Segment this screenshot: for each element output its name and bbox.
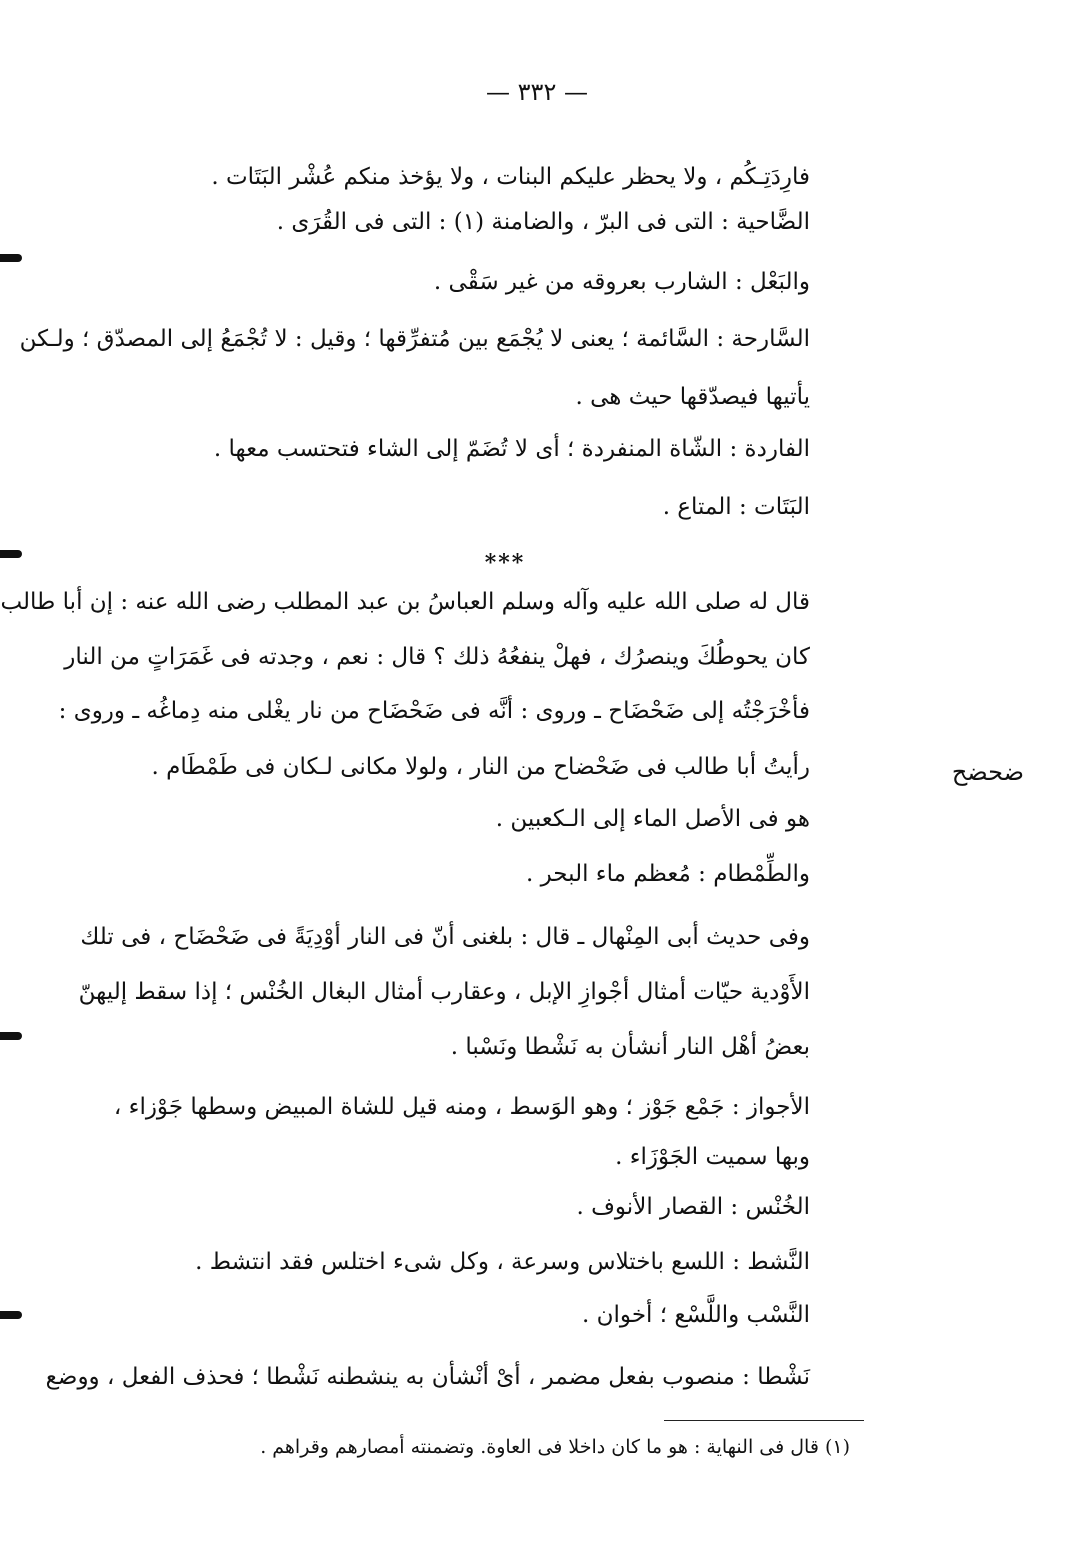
text-line-10: فأخْرَجْتُه إلى ضَحْضَاح ـ وروى : أنَّه فى ضَحْضَاح من نار يغْلى منه دِماغُه ـ وروى :	[58, 698, 810, 724]
binding-mark	[0, 1311, 22, 1319]
text-line-21: النَّسْب واللَّسْع ؛ أخوان .	[582, 1302, 810, 1328]
binding-mark	[0, 550, 22, 558]
text-line-8: قال له صلى الله عليه وآله وسلم العباسُ بن عبد المطلب رضى الله عنه : إن أبا طالب	[0, 589, 810, 615]
text-line-18: وبها سميت الجَوْزَاء .	[615, 1144, 810, 1170]
text-line-4: السَّارحة : السَّائمة ؛ يعنى لا يُجْمَع بين مُتفرِّقها ؛ وقيل : لا تُجْمَعُ إلى المصدّق ؛ ولـكن	[19, 326, 810, 352]
footnote: (١) قال فى النهاية : هو ما كان داخلا فى العاوة. وتضمنته أمصارهم وقراهم .	[260, 1436, 850, 1458]
text-line-17: الأجواز : جَمْع جَوْز ؛ وهو الوَسط ، ومنه قيل للشاة المبيض وسطها جَوْزاء ،	[113, 1094, 810, 1120]
text-line-7: البَتَات : المتاع .	[662, 494, 810, 520]
text-line-15: الأَوْدية حيّات أمثال أجْوازِ الإبل ، وعقارب أمثال البغال الخُنْس ؛ إذا سقط إليهنّ	[78, 979, 810, 1005]
text-line-12: هو فى الأصل الماء إلى الـكعبين .	[495, 806, 810, 832]
binding-mark	[0, 254, 22, 262]
text-line-14: وفى حديث أبى المِنْهال ـ قال : بلغنى أنّ فى النار أوْدِيَةً فى ضَحْضَاح ، فى تلك	[80, 924, 810, 950]
text-line-2: الضَّاحية : التى فى البرّ ، والضامنة (١) : التى فى القُرَى .	[276, 209, 810, 235]
section-separator: ***	[484, 550, 526, 576]
text-line-19: الخُنْس : القصار الأنوف .	[576, 1194, 810, 1220]
binding-mark	[0, 1032, 22, 1040]
text-line-22: نَشْطا : منصوب بفعل مضمر ، أىْ أنْشأن به ينشطنه نَشْطا ؛ فحذف الفعل ، ووضع	[45, 1364, 810, 1390]
text-line-6: الفاردة : الشّاة المنفردة ؛ أى لا تُضَمّ إلى الشاء فتحتسب معها .	[213, 436, 810, 462]
text-line-11: رأيتُ أبا طالب فى ضَحْضاح من النار ، ولولا مكانى لـكان فى طَمْطَام .	[151, 754, 810, 780]
text-line-5: يأتيها فيصدّقها حيث هى .	[575, 384, 810, 410]
footnote-rule	[664, 1420, 864, 1421]
text-line-13: والطِّمْطام : مُعظم ماء البحر .	[525, 861, 810, 887]
text-line-9: كان يحوطُكَ وينصرُك ، فهلْ ينفعُهُ ذلك ؟ قال : نعم ، وجدته فى غَمَرَاتٍ من النار	[64, 644, 810, 670]
text-line-20: النَّشط : اللسع باختلاس وسرعة ، وكل شىء اختلس فقد انتشط .	[195, 1249, 810, 1275]
margin-headword: ضحضح	[951, 758, 1024, 786]
text-line-16: بعضُ أهْل النار أنشأن به نَشْطا ونَسْبا .	[450, 1034, 810, 1060]
page-number: — ٣٣٢ —	[486, 78, 588, 106]
text-line-3: والبَعْل : الشارب بعروقه من غير سَقْى .	[433, 269, 810, 295]
text-line-1: فارِدَتِـكُم ، ولا يحظر عليكم البنات ، ولا يؤخذ منكم عُشْر البَتَات .	[211, 164, 810, 190]
